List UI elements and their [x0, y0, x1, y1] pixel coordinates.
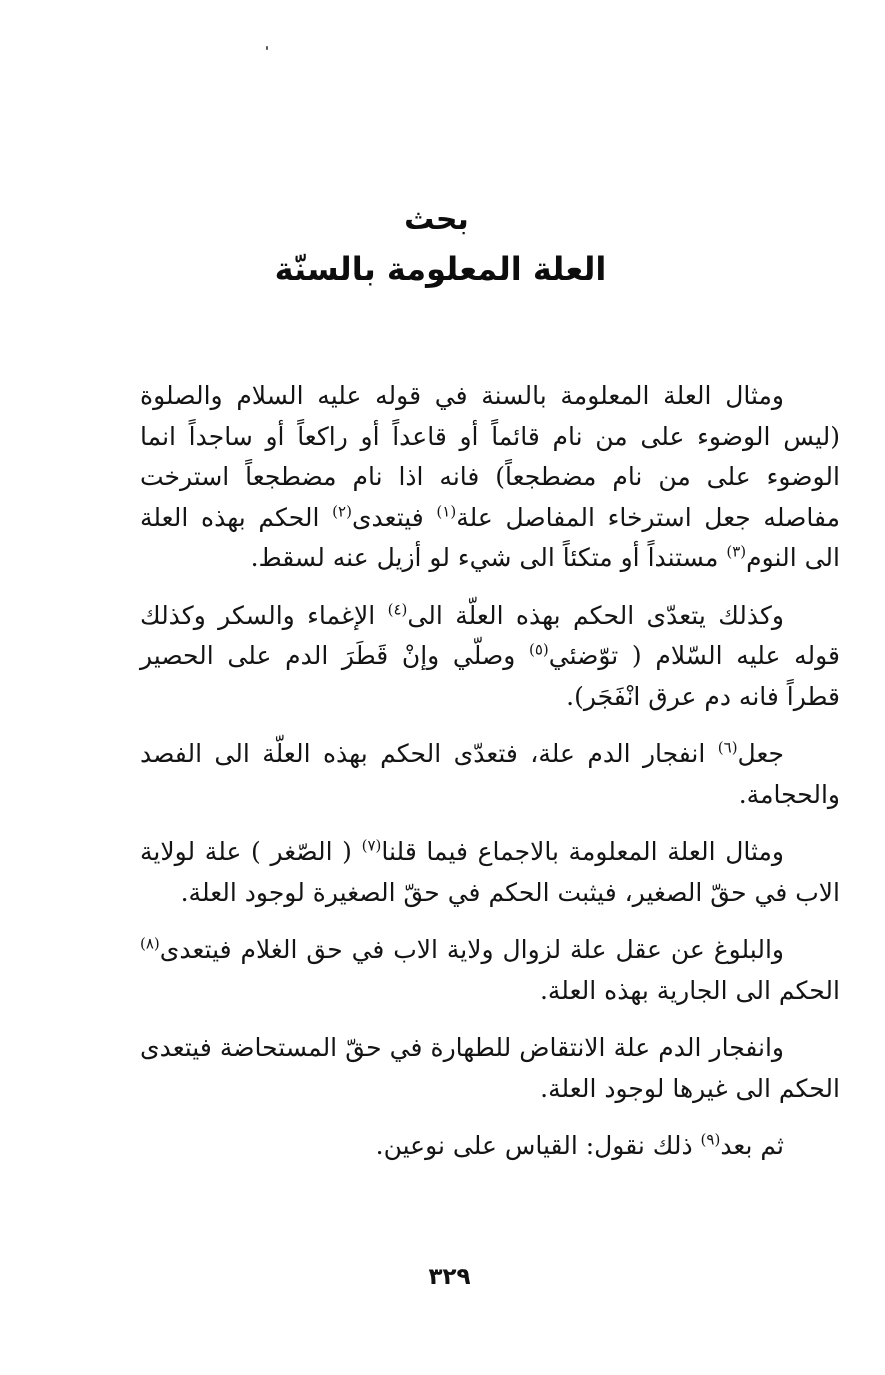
section-title: العلة المعلومة بالسنّة [274, 250, 607, 288]
paragraph-3 [140, 734, 840, 815]
paragraph-2 [140, 596, 840, 718]
text-run: جعل [737, 739, 784, 768]
paragraph-6 [140, 1028, 840, 1109]
footnote-ref-5: (٥) [529, 640, 549, 659]
text-run: ومثال العلة المعلومة بالاجماع فيما قلنا [381, 837, 784, 866]
section-label: بحث [404, 202, 469, 237]
text-run: الحكم الى الجارية بهذه العلة. [539, 975, 840, 1005]
page-number: ٣٢٩ [428, 1264, 471, 1290]
paragraph-5 [140, 930, 840, 1011]
footnote-ref-7: (٧) [361, 836, 382, 855]
text-run: الحكم بهذه العلة الى النوم [140, 502, 840, 572]
text-run: انفجار الدم علة، فتعدّى الحكم بهذه العلّة الى الفصد والحجامة. [140, 739, 840, 809]
text-run: ذلك نقول: القياس على نوعين. [375, 1131, 701, 1160]
footnote-ref-6: (٦) [717, 738, 738, 757]
text-run: مستنداً أو متكئاً الى شيء لو أزيل عنه لسقط. [250, 543, 727, 572]
footnote-ref-8: (٨) [140, 934, 160, 953]
footnote-ref-1: (١) [436, 502, 457, 521]
paragraph-1 [140, 376, 840, 579]
text-run: وكذلك يتعدّى الحكم بهذه العلّة الى [407, 600, 784, 630]
body-text [140, 376, 840, 1167]
text-run: وصلّي وإنْ قَطَرَ الدم على الحصير قطراً فانه دم عرق انْفَجَر). [140, 641, 840, 711]
text-run: ( الصّغر ) علة لولاية الاب في حقّ الصغير، فيثبت الحكم في حقّ الصغيرة لوجود العلة. [140, 837, 840, 907]
text-run: ثم بعد [720, 1131, 784, 1160]
paragraph-4 [140, 832, 840, 913]
footnote-ref-9: (٩) [700, 1130, 721, 1149]
footnote-ref-4: (٤) [387, 600, 408, 619]
text-run: فيتعدى [351, 502, 437, 532]
footnote-ref-3: (٣) [726, 542, 747, 561]
paragraph-7 [140, 1126, 840, 1167]
print-speck [266, 46, 268, 50]
text-run: وانفجار الدم علة الانتقاض للطهارة في حقّ المستحاضة فيتعدى الحكم الى غيرها لوجود العلة. [140, 1033, 840, 1103]
text-run: ومثال العلة المعلومة بالسنة في قوله عليه السلام والصلوة (ليس الوضوء على من نام قائماً أو قاعداً أو راكعاً أو ساجداً انما الوضوء على من نام مضطجعاً) فانه اذا نام مضطجعاً استرخت مفاصله جعل استرخاء المفاصل علة [140, 381, 840, 532]
text-run: والبلوغ عن عقل علة لزوال ولاية الاب في حق الغلام فيتعدى [159, 935, 784, 964]
footnote-ref-2: (٢) [332, 502, 352, 521]
text-run: الإغماء والسكر وكذلك قوله عليه السّلام ( توّضئي [140, 600, 840, 670]
